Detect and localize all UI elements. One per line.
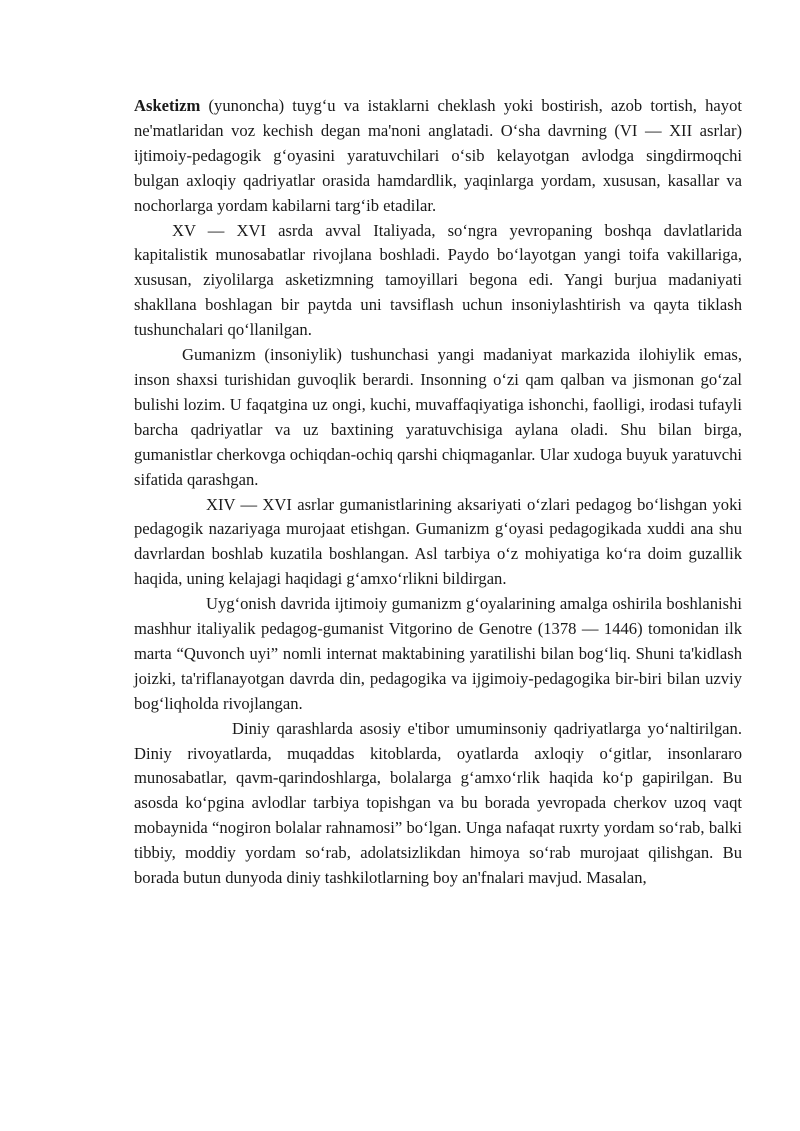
paragraph-xv-xvi: XV — XVI asrda avval Italiyada, so‘ngra yevropaning boshqa davlatlarida kapitalistik munosabatlar rivojlana boshladi. Paydo bo‘layotgan yangi toifa vakillariga, xususan, ziyolilarga asketizmning tamoyillari begona edi. Yangi burjua madaniyati shakllana boshlagan bir paytda uni tavsiflash uchun insoniylashtirish va qayta tiklash tushunchalari qo‘llanilgan. <box>134 220 742 340</box>
paragraph-uygonish: Uyg‘onish davrida ijtimoiy gumanizm g‘oyalarining amalga oshirila boshlanishi mashhur italiyalik pedagog-gumanist Vitgorino de Genotre (1378 — 1446) tomonidan ilk marta “Quvonch uyi” nomli internat maktabining yaratilishi bilan bog‘liq. Shuni ta'kidlash joizki, ta'riflanayotgan davrda din, pedagogika va ijgimoiy-pedagogika bir-biri bilan uzviy bog‘liqholda rivojlangan. <box>134 594 742 713</box>
term-asketizm: Asketizm <box>134 96 201 115</box>
paragraph-xiv-xvi: XIV — XVI asrlar gumanistlarining aksariyati o‘zlari pedagog bo‘lishgan yoki pedagogik nazariyaga murojaat etishgan. Gumanizm g‘oyasi pedagogikada xuddi ana shu davrlardan boshlab kuzatila boshlangan. Asl tarbiya o‘z mohiyatiga ko‘ra doim guzallik haqida, uning kelajagi haqidagi g‘amxo‘rlikni bildirgan. <box>134 494 742 589</box>
paragraph-gumanizm: Gumanizm (insoniylik) tushunchasi yangi madaniyat markazida ilohiylik emas, inson shaxsi turishidan guvoqlik berardi. Insonning o‘zi qam qalban va jismonan go‘zal bulishi lozim. U faqatgina uz ongi, kuchi, muvaffaqiyatiga ishonchi, faolligi, irodasi tufayli barcha qadriyatlar va uz baxtining yaratuvchisiga aylana oladi. Shu bilan birga, gumanistlar cherkovga ochiqdan-ochiq qarshi chiqmaganlar. Ular xudoga buyuk yaratuvchi sifatida qarashgan. <box>134 345 742 489</box>
paragraph-asketizm-text: (yunoncha) tuyg‘u va istaklarni cheklash yoki bostirish, azob tortish, hayot ne'matlaridan voz kechish degan ma'noni anglatadi. O‘sha davrning (VI — XII asrlar) ijtimoiy-pedagogik g‘oyasini yaratuvchilari o‘sib kelayotgan avlodga singdirmoqchi bulgan axloqiy qadriyatlar orasida hamdardlik, yaqinlarga yordam, xususan, kasallar va nochorlarga yordam kabilarni targ‘ib etadilar. <box>134 96 742 215</box>
paragraph-diniy: Diniy qarashlarda asosiy e'tibor umuminsoniy qadriyatlarga yo‘naltirilgan. Diniy rivoyatlarda, muqaddas kitoblarda, oyatlarda axloqiy o‘gitlar, insonlararo munosabatlar, qavm-qarindoshlarga, bolalarga g‘amxo‘rlik haqida ko‘p gapirilgan. Bu asosda ko‘pgina avlodlar tarbiya topishgan va bu borada yevropada cherkov uzoq vaqt mobaynida “nogiron bolalar rahnamosi” bo‘lgan. Unga nafaqat ruxrty yordam so‘rab, balki tibbiy, moddiy yordam so‘rab, adolatsizlikdan himoya so‘rab murojaat qilishgan. Bu borada butun dunyoda diniy tashkilotlarning boy an'fnalari mavjud. Masalan, <box>134 718 742 888</box>
paragraph-asketizm <box>134 94 742 219</box>
document-page <box>134 94 742 891</box>
